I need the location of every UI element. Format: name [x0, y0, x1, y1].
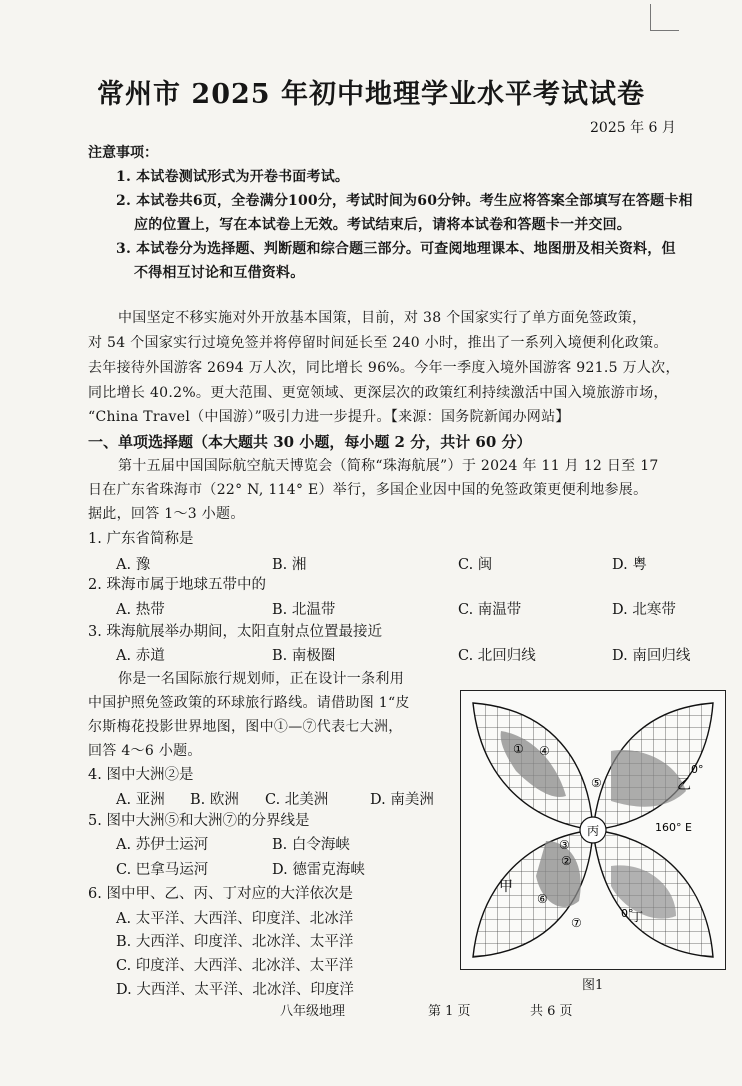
section-title: 一、单项选择题（本大题共 30 小题，每小题 2 分，共计 60 分）	[88, 433, 532, 451]
continent-3: ③	[559, 838, 570, 852]
option-a[interactable]: A. 赤道	[116, 648, 165, 664]
footer-subject: 八年级地理	[280, 1004, 346, 1019]
option-d[interactable]: D. 南美洲	[370, 792, 434, 808]
exam-title: 常州市 2025 年初中地理学业水平考试试卷	[97, 79, 645, 110]
intro-line: 去年接待外国游客 2694 万人次，同比增长 96%。今年一季度入境外国游客 921.5 万人次，	[88, 360, 680, 376]
passage-line: 日在广东省珠海市（22° N, 114° E）举行，多国企业因中国的免签政策更便利地参展。	[88, 482, 648, 498]
question-stem: 4. 图中大洲②是	[88, 767, 194, 783]
label-bing: 丙	[587, 824, 600, 838]
continent-5: ⑤	[591, 776, 602, 790]
passage-line: 你是一名国际旅行规划师，正在设计一条利用	[118, 671, 404, 687]
option-a[interactable]: A. 亚洲	[116, 792, 165, 808]
label-yi: 乙	[677, 777, 691, 793]
label-0deg-bottom: 0°	[621, 907, 634, 920]
label-0deg-top: 0°	[691, 763, 704, 776]
option-b[interactable]: B. 欧洲	[190, 792, 239, 808]
option-a[interactable]: A. 苏伊士运河	[116, 837, 209, 853]
passage-line: 尔斯梅花投影世界地图，图中①—⑦代表七大洲，	[88, 719, 403, 735]
label-160e: 160° E	[655, 821, 692, 834]
option-c[interactable]: C. 巴拿马运河	[116, 862, 209, 878]
option-a[interactable]: A. 豫	[116, 557, 151, 573]
butterfly-projection-map	[461, 691, 725, 969]
footer-total: 共 6 页	[530, 1004, 573, 1019]
option-a[interactable]: A. 热带	[116, 602, 165, 618]
option-d[interactable]: D. 粤	[612, 557, 647, 573]
option-b[interactable]: B. 北温带	[272, 602, 336, 618]
option-d[interactable]: D. 德雷克海峡	[272, 862, 365, 878]
notice-item: 1. 本试卷测试形式为开卷书面考试。	[116, 169, 350, 185]
label-ding: 丁	[631, 910, 644, 924]
exam-date: 2025 年 6 月	[590, 120, 676, 136]
question-stem: 3. 珠海航展举办期间，太阳直射点位置最接近	[88, 624, 382, 640]
intro-line: 对 54 个国家实行过境免签并将停留时间延长至 240 小时，推出了一系列入境便利化政策。	[88, 335, 668, 351]
continent-4: ④	[539, 744, 550, 758]
option-d[interactable]: D. 南回归线	[612, 648, 691, 664]
option-c[interactable]: C. 印度洋、大西洋、北冰洋、太平洋	[116, 958, 354, 974]
option-b[interactable]: B. 白令海峡	[272, 837, 350, 853]
passage-line: 第十五届中国国际航空航天博览会（简称“珠海航展”）于 2024 年 11 月 12 日至 17	[118, 458, 659, 474]
question-stem: 2. 珠海市属于地球五带中的	[88, 577, 266, 593]
continent-1: ①	[513, 742, 524, 756]
question-stem: 6. 图中甲、乙、丙、丁对应的大洋依次是	[88, 886, 353, 902]
figure-caption: 图1	[582, 978, 604, 993]
option-c[interactable]: C. 闽	[458, 557, 493, 573]
continent-2: ②	[561, 854, 572, 868]
option-a[interactable]: A. 太平洋、大西洋、印度洋、北冰洋	[116, 911, 354, 927]
label-jia: 甲	[499, 879, 513, 895]
continent-6: ⑥	[537, 892, 548, 906]
option-c[interactable]: C. 北美洲	[265, 792, 329, 808]
footer-page: 第 1 页	[428, 1004, 471, 1019]
question-stem: 5. 图中大洲⑤和大洲⑦的分界线是	[88, 813, 310, 829]
passage-line: 据此，回答 1～3 小题。	[88, 506, 245, 522]
corner-mark	[650, 4, 679, 31]
notice-item: 2. 本试卷共6页，全卷满分100分，考试时间为60分钟。考生应将答案全部填写在答题卡相	[116, 193, 693, 209]
intro-line: “China Travel（中国游）”吸引力进一步提升。【来源：国务院新闻办网站】	[88, 409, 570, 425]
continent-7: ⑦	[571, 916, 582, 930]
passage-line: 回答 4～6 小题。	[88, 743, 202, 759]
option-b[interactable]: B. 湘	[272, 557, 307, 573]
intro-line: 同比增长 40.2%。更大范围、更宽领域、更深层次的政策红利持续激活中国入境旅游市场，	[88, 385, 668, 401]
option-c[interactable]: C. 北回归线	[458, 648, 536, 664]
option-b[interactable]: B. 南极圈	[272, 648, 336, 664]
option-d[interactable]: D. 北寒带	[612, 602, 676, 618]
figure-1-map	[460, 690, 726, 970]
option-b[interactable]: B. 大西洋、印度洋、北冰洋、太平洋	[116, 934, 354, 950]
notice-item: 不得相互讨论和互借资料。	[134, 265, 305, 281]
option-c[interactable]: C. 南温带	[458, 602, 522, 618]
notice-heading: 注意事项：	[88, 145, 158, 161]
intro-line: 中国坚定不移实施对外开放基本国策，目前，对 38 个国家实行了单方面免签政策，	[118, 310, 647, 326]
notice-item: 3. 本试卷分为选择题、判断题和综合题三部分。可查阅地理课本、地图册及相关资料，但	[116, 241, 676, 257]
option-d[interactable]: D. 大西洋、太平洋、北冰洋、印度洋	[116, 982, 354, 998]
question-stem: 1. 广东省简称是	[88, 531, 194, 547]
notice-item: 应的位置上，写在本试卷上无效。考试结束后，请将本试卷和答题卡一并交回。	[134, 217, 631, 233]
passage-line: 中国护照免签政策的环球旅行路线。请借助图 1“皮	[88, 695, 410, 711]
